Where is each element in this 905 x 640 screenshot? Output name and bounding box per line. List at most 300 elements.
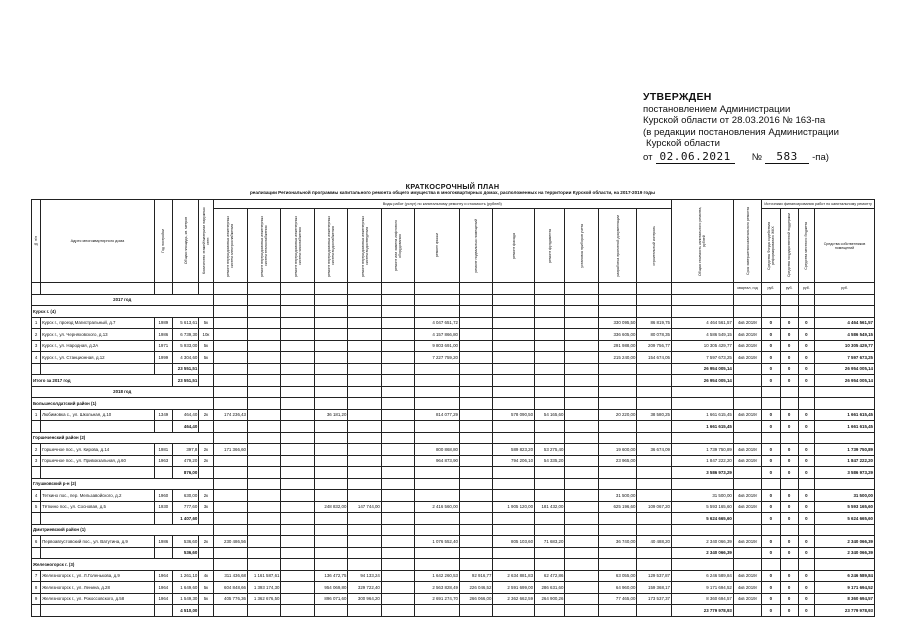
empty-cell (762, 559, 780, 571)
empty-cell (381, 559, 414, 571)
empty-cell (348, 363, 381, 375)
empty-cell (598, 294, 637, 306)
empty-cell (381, 386, 414, 398)
work-cost-cell: 109 067,20 (637, 501, 672, 513)
empty-cell (281, 375, 314, 387)
work-cost-cell: 2 634 881,83 (493, 570, 535, 582)
year-cell: 1986 (154, 536, 172, 548)
empty-cell (248, 513, 281, 525)
work-cost-cell: 173 537,37 (637, 593, 672, 605)
work-cost-cell: 329 722,40 (348, 582, 381, 594)
empty-cell (281, 432, 314, 444)
empty-cell (381, 524, 414, 536)
funding-cell: 4 464 561,57 (814, 317, 874, 329)
table-row (32, 455, 875, 467)
funding-subtotal: 1 661 615,45 (814, 421, 874, 433)
work-cost-cell (314, 455, 347, 467)
empty-cell (762, 294, 780, 306)
work-cost-cell (493, 490, 535, 502)
work-cost-cell: 1 642 260,53 (415, 570, 460, 582)
empty-cell (381, 398, 414, 410)
col-work: ремонт внутридомовых инженерных систем электроснабжения (213, 209, 247, 283)
empty-cell (32, 513, 41, 525)
empty-cell (535, 524, 565, 536)
funding-cell: 4 586 549,15 (814, 329, 874, 341)
empty-cell (598, 421, 637, 433)
work-cost-cell: 2 591 699,00 (493, 582, 535, 594)
funding-cell: 0 (762, 490, 780, 502)
number-sign: № (751, 151, 763, 163)
funding-subtotal: 0 (780, 605, 798, 617)
work-cost-cell (281, 352, 314, 364)
address-cell: Первоавгустовский пос., ул. Ватутина, д.9 (41, 536, 155, 548)
empty-cell (213, 478, 247, 490)
work-cost-cell (248, 329, 281, 341)
row-number: 2 (32, 329, 41, 341)
empty-cell (598, 375, 637, 387)
address-cell: Курск г., ул. Станционная, д.12 (41, 352, 155, 364)
funding-subtotal: 0 (780, 547, 798, 559)
empty-cell (565, 547, 598, 559)
empty-cell (248, 524, 281, 536)
deadline-cell: 4кв 2019г (733, 317, 761, 329)
empty-cell (672, 398, 734, 410)
empty-cell (598, 547, 637, 559)
work-cost-cell: 154 674,05 (637, 352, 672, 364)
empty-cell (248, 386, 281, 398)
empty-cell (248, 605, 281, 617)
col-work: ремонт внутридомовых инженерных систем водоотведения (348, 209, 381, 283)
empty-cell (565, 524, 598, 536)
empty-cell (637, 375, 672, 387)
total-cost-cell: 1 847 222,20 (672, 455, 734, 467)
work-cost-cell (565, 340, 598, 352)
empty-cell (199, 375, 213, 387)
empty-cell (814, 294, 874, 306)
year-cell: 1999 (154, 352, 172, 364)
cost-subtotal: 23 779 978,93 (672, 605, 734, 617)
work-cost-cell: 71 683,20 (535, 536, 565, 548)
cost-subtotal: 3 586 973,29 (672, 467, 734, 479)
funding-cell: 0 (780, 582, 798, 594)
row-number: 1 (32, 409, 41, 421)
empty-cell (281, 524, 314, 536)
empty-cell (248, 363, 281, 375)
funding-cell: 0 (762, 340, 780, 352)
empty-cell (348, 421, 381, 433)
total-cost-cell: 1 739 750,89 (672, 444, 734, 456)
empty-cell (314, 294, 347, 306)
empty-cell (32, 421, 41, 433)
funding-cell: 7 597 673,25 (814, 352, 874, 364)
work-cost-cell (314, 352, 347, 364)
work-cost-cell (213, 352, 247, 364)
empty-cell (672, 524, 734, 536)
empty-cell (780, 386, 798, 398)
empty-cell (154, 421, 172, 433)
empty-cell (814, 478, 874, 490)
empty-cell (637, 386, 672, 398)
handwritten-date: 02.06.2021 (656, 151, 735, 164)
empty-cell (780, 306, 798, 318)
work-cost-cell: 94 133,24 (348, 570, 381, 582)
funding-cell: 0 (798, 444, 814, 456)
number-suffix: -па) (812, 151, 829, 163)
empty-cell (199, 421, 213, 433)
funding-cell: 0 (798, 536, 814, 548)
district-label: Глушковский р-н (2) (32, 478, 214, 490)
empty-cell (281, 294, 314, 306)
empty-cell (348, 559, 381, 571)
empty-cell (415, 363, 460, 375)
empty-cell (598, 478, 637, 490)
area-cell: 536,60 (172, 536, 198, 548)
empty-cell (535, 513, 565, 525)
work-cost-cell: 54 335,20 (535, 455, 565, 467)
funding-subtotal: 23 779 978,93 (814, 605, 874, 617)
funding-subtotal: 0 (780, 513, 798, 525)
work-cost-cell (459, 501, 492, 513)
empty-cell (535, 432, 565, 444)
funding-cell: 0 (798, 352, 814, 364)
work-cost-cell (459, 352, 492, 364)
empty-cell (248, 294, 281, 306)
table-row (32, 570, 875, 582)
plan-table (31, 199, 875, 617)
district-label: Курск г. (4) (32, 306, 214, 318)
header-row (32, 200, 875, 209)
funding-cell: 9 171 694,52 (814, 582, 874, 594)
empty-cell (248, 547, 281, 559)
funding-cell: 0 (780, 490, 798, 502)
work-cost-cell (281, 317, 314, 329)
funding-cell: 0 (798, 329, 814, 341)
col-deadline: Срок завершения капитального ремонта (733, 200, 761, 283)
work-cost-cell: 64 960,00 (598, 582, 637, 594)
table-row (32, 409, 875, 421)
empty-cell (381, 363, 414, 375)
table-row (32, 329, 875, 341)
total-cost-cell: 31 500,00 (672, 490, 734, 502)
empty-cell (348, 432, 381, 444)
cost-subtotal: 2 340 066,39 (672, 547, 734, 559)
empty-cell (733, 386, 761, 398)
funding-subtotal: 26 954 005,14 (814, 375, 874, 387)
year-cell: 1963 (154, 455, 172, 467)
table-row (32, 501, 875, 513)
col-work: ремонт внутридомовых инженерных систем газоснабжения (281, 209, 314, 283)
work-cost-cell (248, 455, 281, 467)
work-cost-cell (415, 490, 460, 502)
work-cost-cell: 2 362 662,59 (493, 593, 535, 605)
district-row (32, 478, 875, 490)
empty-cell (281, 398, 314, 410)
funding-cell: 0 (780, 593, 798, 605)
table-row (32, 593, 875, 605)
address-cell: Железногорск г., ул. Ленина, д.28 (41, 582, 155, 594)
area-cell: 479,20 (172, 455, 198, 467)
funding-cell: 1 847 222,20 (814, 455, 874, 467)
empty-cell (535, 559, 565, 571)
year-cell: 1981 (154, 444, 172, 456)
empty-cell (493, 386, 535, 398)
work-cost-cell: 19 600,00 (598, 444, 637, 456)
empty-cell (213, 605, 247, 617)
area-cell: 464,40 (172, 409, 198, 421)
col-fund: Средства Фонда содействия реформированию ЖКХ (762, 209, 780, 283)
work-cost-cell (565, 444, 598, 456)
subtotal-row (32, 513, 875, 525)
empty-cell (248, 478, 281, 490)
work-cost-cell: 4 047 651,72 (415, 317, 460, 329)
empty-cell (565, 467, 598, 479)
col-fund: Средства местного бюджета (798, 209, 814, 283)
total-row (32, 375, 875, 387)
funding-cell: 5 593 165,60 (814, 501, 874, 513)
empty-cell (381, 432, 414, 444)
empty-cell (814, 398, 874, 410)
empty-cell (535, 467, 565, 479)
unit-cell: квартал, год (733, 283, 761, 295)
deadline-cell: 4кв 2019г (733, 455, 761, 467)
empty-cell (41, 363, 155, 375)
empty-cell (672, 478, 734, 490)
empty-cell (348, 524, 381, 536)
empty-cell (154, 513, 172, 525)
work-cost-cell (281, 570, 314, 582)
work-cost-cell (348, 536, 381, 548)
empty-cell (565, 375, 598, 387)
work-cost-cell: 54 165,60 (535, 409, 565, 421)
empty-cell (733, 421, 761, 433)
empty-cell (637, 559, 672, 571)
empty-cell (733, 559, 761, 571)
empty-cell (348, 547, 381, 559)
empty-cell (459, 605, 492, 617)
empty-cell (348, 294, 381, 306)
work-cost-cell (248, 352, 281, 364)
empty-cell (281, 513, 314, 525)
work-cost-cell: 181 432,00 (535, 501, 565, 513)
empty-cell (493, 513, 535, 525)
empty-cell (348, 467, 381, 479)
col-work: ремонт или замена лифтового оборудования (381, 209, 414, 283)
empty-cell (780, 559, 798, 571)
work-cost-cell: 604 848,66 (213, 582, 247, 594)
empty-cell (32, 605, 41, 617)
work-cost-cell: 625 196,60 (598, 501, 637, 513)
work-cost-cell: 264 900,26 (535, 593, 565, 605)
empty-cell (248, 375, 281, 387)
empty-cell (598, 605, 637, 617)
work-cost-cell: 1 161 587,61 (248, 570, 281, 582)
col-fund: Средства собственников помещений (814, 209, 874, 283)
col-total-cost: Общая стоимость капитального ремонта, рублей (672, 200, 734, 283)
empty-cell (780, 294, 798, 306)
from-label: от (643, 151, 653, 163)
empty-cell (314, 547, 347, 559)
col-address: Адрес многоквартирного дома (41, 200, 155, 283)
empty-cell (314, 478, 347, 490)
empty-cell (281, 547, 314, 559)
empty-cell (598, 432, 637, 444)
empty-cell (814, 306, 874, 318)
col-num: № п/п (32, 200, 41, 283)
empty-cell (598, 363, 637, 375)
area-subtotal: 4 510,00 (172, 605, 198, 617)
address-cell: Железногорск г., ул. Рокоссовского, д.58 (41, 593, 155, 605)
empty-cell (459, 398, 492, 410)
cost-subtotal: 1 661 615,45 (672, 421, 734, 433)
floors-cell: 10к (199, 329, 213, 341)
funding-cell: 0 (798, 340, 814, 352)
area-subtotal: 23 551,51 (172, 375, 198, 387)
empty-cell (314, 306, 347, 318)
address-cell: Горшечное пос., ул. Привокзальная, д.60 (41, 455, 155, 467)
empty-cell (598, 467, 637, 479)
funding-subtotal: 0 (780, 363, 798, 375)
district-row (32, 524, 875, 536)
work-cost-cell (381, 352, 414, 364)
work-cost-cell: 40 488,20 (637, 536, 672, 548)
address-cell: Курск г., ул. Черняховского, д.13 (41, 329, 155, 341)
work-cost-cell (535, 329, 565, 341)
empty-cell (248, 467, 281, 479)
work-cost-cell: 330 095,50 (598, 317, 637, 329)
subtotal-row (32, 467, 875, 479)
year-cell: 1971 (154, 340, 172, 352)
empty-cell (780, 478, 798, 490)
deadline-cell: 4кв 2019г (733, 352, 761, 364)
empty-cell (814, 559, 874, 571)
work-cost-cell (459, 444, 492, 456)
funding-subtotal: 0 (798, 547, 814, 559)
work-cost-cell (248, 340, 281, 352)
empty-cell (41, 547, 155, 559)
funding-cell: 0 (762, 352, 780, 364)
work-cost-cell: 20 220,00 (598, 409, 637, 421)
year-label: 2017 год (32, 294, 214, 306)
work-cost-cell (281, 490, 314, 502)
work-cost-cell: 36 674,09 (637, 444, 672, 456)
work-cost-cell: 36 740,00 (598, 536, 637, 548)
empty-cell (41, 467, 155, 479)
empty-cell (637, 547, 672, 559)
empty-cell (381, 467, 414, 479)
funding-cell: 31 500,00 (814, 490, 874, 502)
empty-cell (733, 398, 761, 410)
work-cost-cell: 230 486,56 (213, 536, 247, 548)
empty-cell (493, 294, 535, 306)
funding-subtotal: 0 (780, 421, 798, 433)
empty-cell (213, 467, 247, 479)
empty-cell (281, 478, 314, 490)
empty-cell (213, 306, 247, 318)
empty-cell (248, 432, 281, 444)
address-cell: Тёткино пос., ул. Сосновая, д.5 (41, 501, 155, 513)
row-number: 4 (32, 490, 41, 502)
empty-cell (314, 432, 347, 444)
empty-cell (780, 524, 798, 536)
floors-cell: 5к (199, 317, 213, 329)
work-cost-cell: 36 181,20 (314, 409, 347, 421)
work-cost-cell (459, 329, 492, 341)
empty-cell (281, 306, 314, 318)
row-number: 9 (32, 593, 41, 605)
work-cost-cell: 7 227 759,20 (415, 352, 460, 364)
funding-cell: 0 (798, 317, 814, 329)
work-cost-cell (281, 593, 314, 605)
empty-cell (213, 421, 247, 433)
area-subtotal: 464,40 (172, 421, 198, 433)
funding-subtotal: 0 (762, 513, 780, 525)
empty-cell (493, 467, 535, 479)
work-cost-cell (213, 317, 247, 329)
funding-cell: 0 (762, 317, 780, 329)
work-cost-cell (381, 444, 414, 456)
deadline-cell: 4кв 2019г (733, 536, 761, 548)
funding-cell: 10 305 429,77 (814, 340, 874, 352)
work-cost-cell (381, 593, 414, 605)
work-cost-cell: 286 631,60 (535, 582, 565, 594)
work-cost-cell: 38 580,25 (637, 409, 672, 421)
work-cost-cell (248, 536, 281, 548)
funding-group-header: Источники финансирования работ по капитальному ремонту (762, 200, 875, 209)
approval-block (643, 92, 839, 164)
funding-subtotal: 0 (798, 421, 814, 433)
work-cost-cell: 311 436,68 (213, 570, 247, 582)
col-work: ремонт подвальных помещений (459, 209, 492, 283)
funding-subtotal: 0 (762, 467, 780, 479)
funding-cell: 0 (762, 455, 780, 467)
work-cost-cell (248, 501, 281, 513)
funding-subtotal: 0 (762, 547, 780, 559)
empty-cell (598, 513, 637, 525)
col-year: Год постройки (154, 200, 172, 283)
empty-cell (459, 524, 492, 536)
empty-cell (733, 478, 761, 490)
work-cost-cell (565, 536, 598, 548)
work-cost-cell: 1 905 120,00 (493, 501, 535, 513)
work-cost-cell (281, 340, 314, 352)
row-number: 5 (32, 501, 41, 513)
empty-cell (814, 432, 874, 444)
work-cost-cell (535, 317, 565, 329)
empty-cell (672, 432, 734, 444)
deadline-cell: 4кв 2019г (733, 340, 761, 352)
empty-cell (493, 478, 535, 490)
empty-cell (798, 386, 814, 398)
work-cost-cell (565, 501, 598, 513)
funding-cell: 0 (798, 570, 814, 582)
work-cost-cell (565, 409, 598, 421)
empty-cell (41, 513, 155, 525)
year-cell: 1349 (154, 409, 172, 421)
year-cell: 1960 (154, 490, 172, 502)
work-cost-cell: 80 078,35 (637, 329, 672, 341)
empty-cell (733, 294, 761, 306)
empty-cell (415, 547, 460, 559)
deadline-cell: 4кв 2019г (733, 570, 761, 582)
approval-heading: УТВЕРЖДЕН (643, 91, 712, 103)
total-cost-cell: 4 586 549,15 (672, 329, 734, 341)
work-cost-cell (381, 329, 414, 341)
work-cost-cell (348, 352, 381, 364)
empty-cell (381, 294, 414, 306)
work-cost-cell: 147 744,00 (348, 501, 381, 513)
col-work: установка приборов учета (565, 209, 598, 283)
empty-cell (213, 294, 247, 306)
